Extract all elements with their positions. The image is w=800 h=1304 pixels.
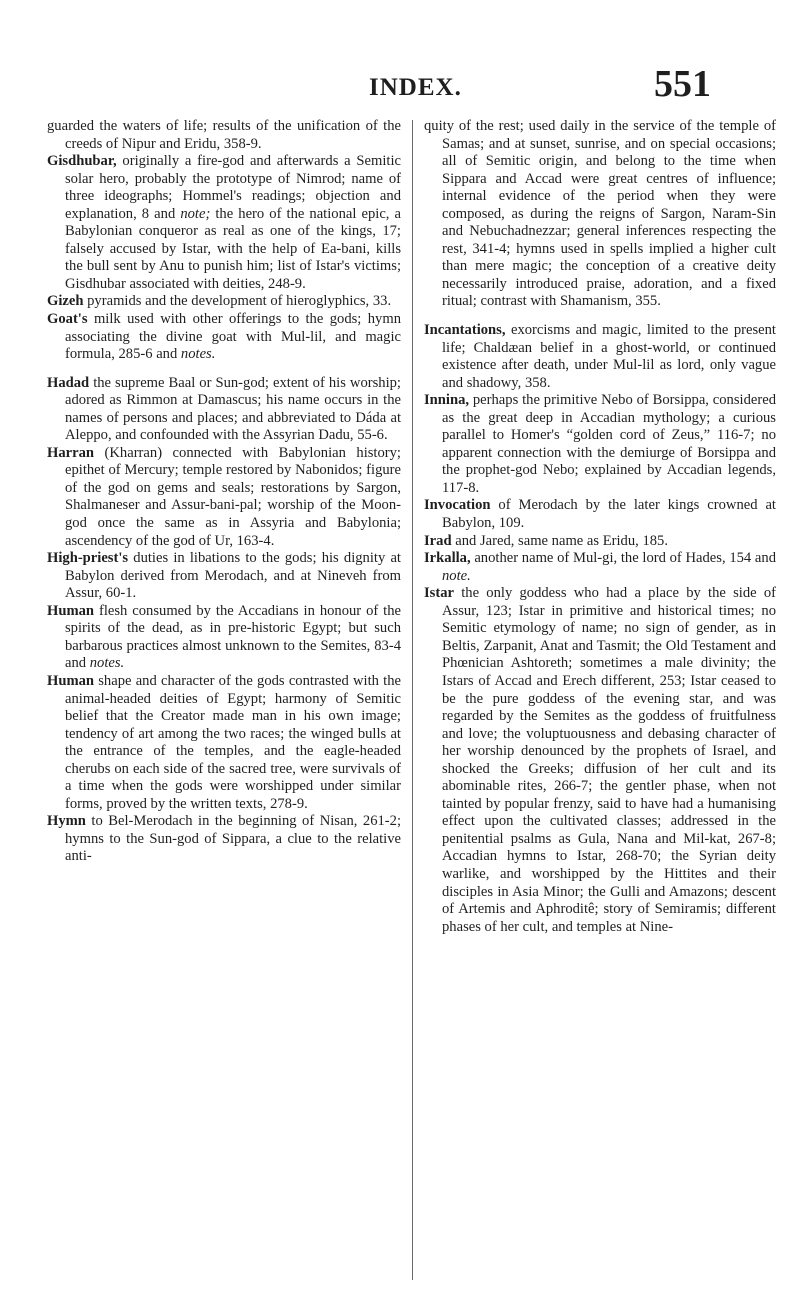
index-term: Innina, [424,392,470,409]
index-entry-text: guarded the waters of life; results of the unification of the creeds of Nipur and Eridu, 358-9. [47,118,401,152]
page-number: 551 [654,63,711,105]
index-note-ref: note. [442,567,471,584]
index-term: Irkalla, [424,550,471,567]
index-term: Invocation [424,497,491,514]
index-entry [47,375,401,445]
index-entry [47,550,401,603]
index-term: Hadad [47,374,90,391]
index-term: High-priest's [47,550,129,567]
index-entry [47,311,401,364]
index-entry-text: the supreme Baal or Sun-god; extent of his worship; adored as Rimmon at Damascus; his name occurs in the names of persons and places; and abbreviated to Dáda at Aleppo, and confounded with the Assyrian Dadu, 55-6. [65,374,401,444]
index-entry-text: quity of the rest; used daily in the service of the temple of Samas; and at sunset, sunrise, and on special occasions; all of Semitic origin, and belong to the time when Sippara and Accad were great centres of influence; internal evidence of the period when they were composed, as during the reigns of Sargon, Naram-Sin and Nebuchadnezzar; general inferences respecting the rest, 341-4; hymns used in spells implied a higher cult than mere magic; the conception of a creative deity necessarily introduced praise, adoration, and a fixed ritual; contrast with Shamanism, 355. [424,118,776,310]
index-entry-text: originally a fire-god and afterwards a Semitic solar hero, probably the prototype of Nimrod; name of three ideographs; Hommel's readings; objection and explanation, 8 and [65,153,401,222]
index-entry [424,392,776,497]
index-entry-text: duties in libations to the gods; his dignity at Babylon derived from Merodach, and at Nineveh from Assur, 60-1. [65,550,401,602]
index-term: Irad [424,532,452,549]
index-term: Istar [424,585,454,602]
index-column-left [47,118,401,866]
index-term: Goat's [47,311,88,328]
index-entry-text: perhaps the primitive Nebo of Borsippa, considered as the great deep in Accadian mythology; a curious parallel to Homer's “golden cord of Zeus,” 116-7; no apparent connection with the demiurge of Borsippa and the prophet-god Nebo; explained by Accadian legends, 117-8. [442,392,776,496]
index-term: Gizeh [47,293,84,310]
index-entry [47,153,401,293]
page-header [0,62,800,105]
index-entry-text-continued: the hero of the national epic, a Babylonian conqueror as real as one of the kings, 17; falsely accused by Istar, with the help of Ea-bani, kills the bull sent by Anu to punish him; list of Istar's victims; Gisdhubar associated with deities, 248-9. [65,205,401,292]
index-entry [47,813,401,866]
index-entry [47,603,401,673]
index-entry [47,445,401,550]
index-entry-text: milk used with other offerings to the gods; hymn associating the divine goat with Mul-lil, and magic formula, 285-6 and [65,311,401,363]
index-entry-text: (Kharran) connected with Babylonian history; epithet of Mercury; temple restored by Nabonidos; figure of the god on gems and seals; restorations by Sargon, Shalmaneser and Assur-bani-pal; worship of the Moon-god once the same as in Assyria and Babylonia; ascendency of the god of Ur, 163-4. [65,444,401,549]
index-entry [424,497,776,532]
index-entry-text: another name of Mul-gi, the lord of Hades, 154 and [470,550,776,567]
index-entry [424,550,776,585]
index-entry-text: of Merodach by the later kings crowned at Babylon, 109. [442,497,776,532]
index-entry [47,673,401,813]
index-note-ref: note; [180,205,211,222]
index-entry-text: flesh consumed by the Accadians in honour of the spirits of the dead, as in pre-historic Egypt; but such barbarous practices almost unknown to the Semites, 83-4 and [65,602,401,672]
index-entry [424,322,776,392]
index-entry-text: exorcisms and magic, limited to the present life; Chaldæan belief in a ghost-world, or continued existence after death, under Mul-lil as lord, only vague and shadowy, 358. [442,322,776,391]
index-note-ref: notes. [180,346,216,363]
index-entry-text: and Jared, same name as Eridu, 185. [451,532,668,549]
index-note-ref: notes. [89,655,125,672]
index-term: Incantations, [424,322,506,339]
index-entry [424,118,776,311]
column-divider [412,120,413,1280]
index-term: Human [47,602,95,619]
index-term: Harran [47,444,95,461]
index-entry-text: pyramids and the development of hieroglyphics, 33. [83,293,392,310]
index-entry [47,293,401,311]
index-entry-text: to Bel-Merodach in the beginning of Nisan, 261-2; hymns to the Sun-god of Sippara, a clue to the relative anti- [65,813,401,865]
index-entry [424,533,776,551]
index-entry-text: shape and character of the gods contrasted with the animal-headed deities of Egypt; harmony of Semitic belief that the Creator made man in his own image; tendency of art among the two races; the winged bulls at the entrance of the temples, and the eagle-headed cherubs on each side of the sacred tree, were survivals of a time when the gods were worshipped under similar forms, proved by the written texts, 278-9. [65,672,401,812]
index-term: Gisdhubar, [47,153,117,170]
running-head: INDEX. [369,74,462,101]
index-column-right [424,118,776,936]
index-term: Human [47,672,95,689]
index-entry [424,585,776,936]
index-term: Hymn [47,813,86,830]
index-entry-text: the only goddess who had a place by the side of Assur, 123; Istar in primitive and historical times; no Semitic etymology of name; no sign of gender, as in Beltis, Zarpanit, Anat and Tasmit; the Old Testament and Phœnician Ashtoreth; sometimes a male divinity; the Istars of Accad and Erech different, 253; Istar ceased to be the pure goddess of the evening star, and was regarded by the Semites as the goddess of fruitfulness and love; the voluptuousness and debasing character of her worship denounced by the prophets of Israel, and shocked the Greeks; diffusion of her cult and its abominable rites, 266-7; the gentler phase, when not tainted by popular frenzy, said to have had a humanising effect upon the cultivated classes; addressed in the penitential psalms as Gula, Nana and Mil-kat, 267-8; Accadian hymns to Istar, 268-70; the Syrian deity warlike, and worshipped by the Hittites and their disciples in Asia Minor; the Gulli and Amazons; descent of Artemis and Aphroditê; story of Semiramis; different phases of her cult, and temples at Nine- [442,585,776,935]
index-entry [47,118,401,153]
